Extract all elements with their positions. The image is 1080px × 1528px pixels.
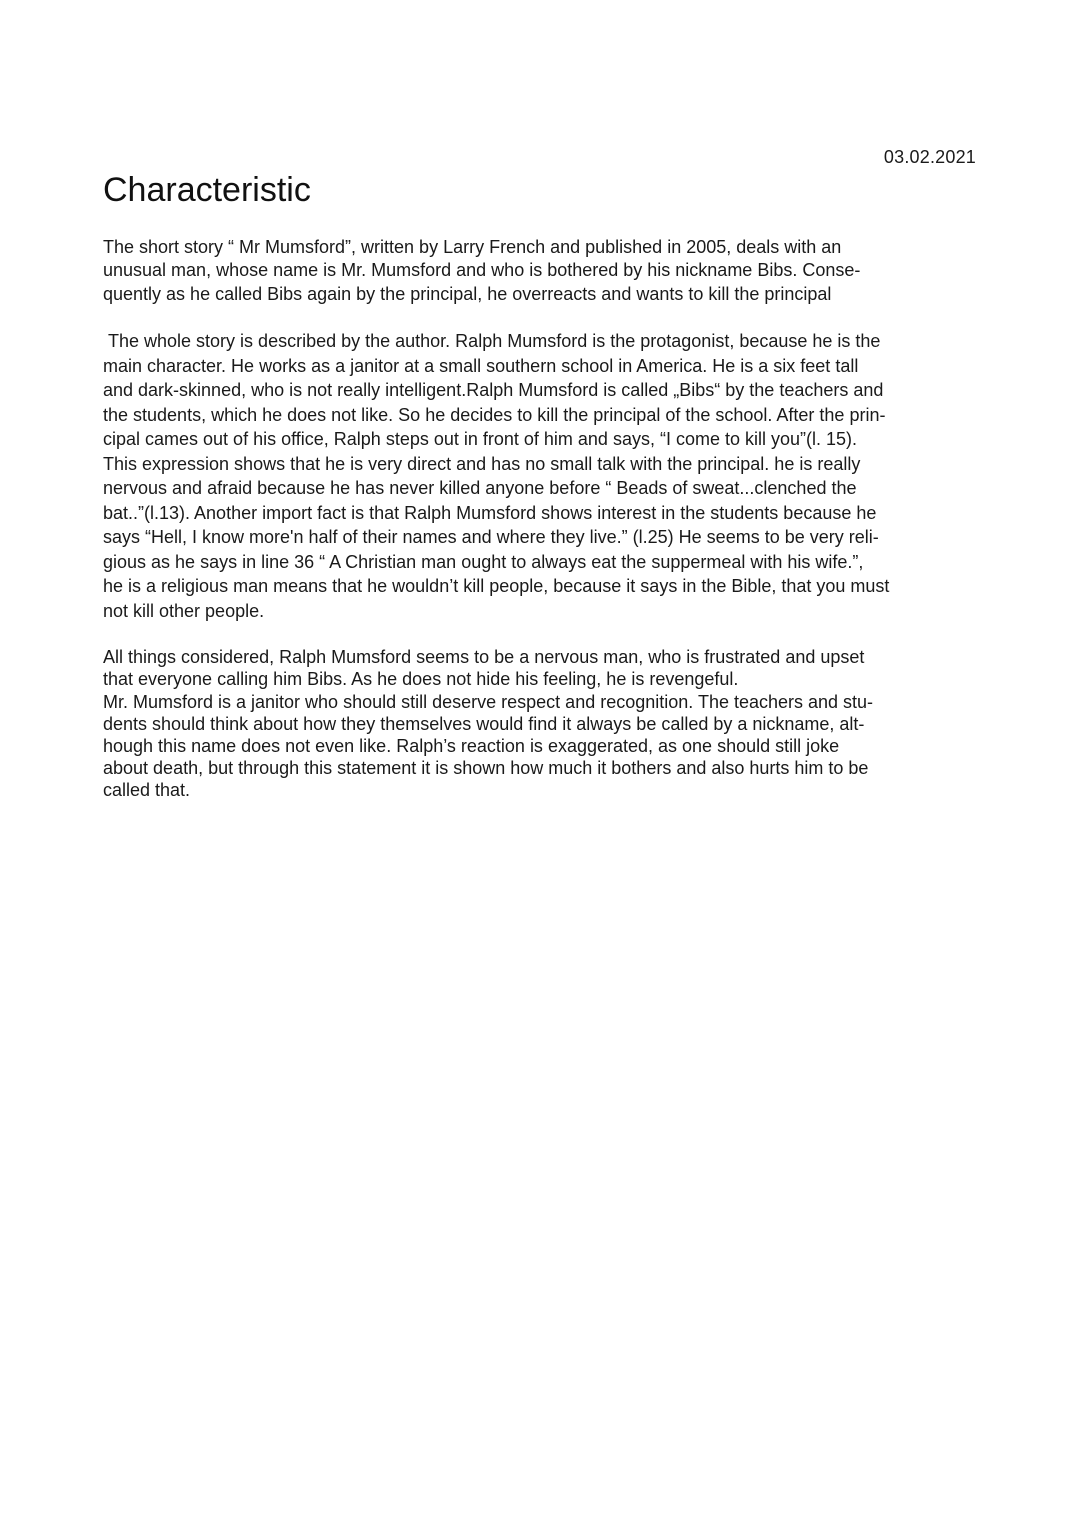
text-line: The short story “ Mr Mumsford”, written by Larry French and published in 2005, deals with an: [103, 237, 842, 257]
paragraph-conclusion: [103, 646, 979, 690]
document-body: [103, 236, 979, 802]
paragraph-introduction: [103, 236, 979, 306]
text-line: the students, which he does not like. So he decides to kill the principal of the school. After the prin-: [103, 404, 886, 425]
text-line: The whole story is described by the author. Ralph Mumsford is the protagonist, because he is the: [108, 331, 881, 352]
text-line: and dark-skinned, who is not really intelligent.Ralph Mumsford is called „Bibs“ by the teachers and: [103, 380, 884, 401]
text-line: that everyone calling him Bibs. As he does not hide his feeling, he is revengeful.: [103, 669, 739, 690]
text-line: hough this name does not even like. Ralph’s reaction is exaggerated, as one should still joke: [103, 736, 840, 757]
paragraph-main: [103, 329, 979, 623]
text-line: gious as he says in line 36 “ A Christian man ought to always eat the suppermeal with his wife.”,: [103, 551, 864, 572]
text-line: Mr. Mumsford is a janitor who should still deserve respect and recognition. The teachers and stu-: [103, 691, 874, 712]
text-line: All things considered, Ralph Mumsford seems to be a nervous man, who is frustrated and upset: [103, 647, 865, 668]
text-line: bat..”(l.13). Another import fact is that Ralph Mumsford shows interest in the students because he: [103, 502, 877, 523]
text-line: says “Hell, I know more'n half of their names and where they live.” (l.25) He seems to be very reli-: [103, 527, 879, 548]
paragraph-opinion: [103, 691, 979, 802]
text-line: unusual man, whose name is Mr. Mumsford and who is bothered by his nickname Bibs. Conse-: [103, 260, 861, 281]
text-line: This expression shows that he is very direct and has no small talk with the principal. he is really: [103, 453, 861, 474]
text-line: quently as he called Bibs again by the principal, he overreacts and wants to kill the principal: [103, 283, 832, 304]
text-line: nervous and afraid because he has never killed anyone before “ Beads of sweat...clenched the: [103, 478, 857, 499]
text-line: not kill other people.: [103, 600, 265, 621]
document-title: Characteristic: [103, 171, 311, 209]
text-line: cipal cames out of his office, Ralph steps out in front of him and says, “I come to kill you”(l. 15).: [103, 429, 858, 450]
text-line: called that.: [103, 780, 191, 801]
text-line: dents should think about how they themselves would find it always be called by a nickname, alt-: [103, 713, 865, 734]
document-date: 03.02.2021: [883, 147, 976, 167]
text-line: main character. He works as a janitor at a small southern school in America. He is a six feet tall: [103, 355, 859, 376]
text-line: he is a religious man means that he wouldn’t kill people, because it says in the Bible, that you must: [103, 576, 890, 597]
text-line: about death, but through this statement it is shown how much it bothers and also hurts him to be: [103, 758, 869, 779]
